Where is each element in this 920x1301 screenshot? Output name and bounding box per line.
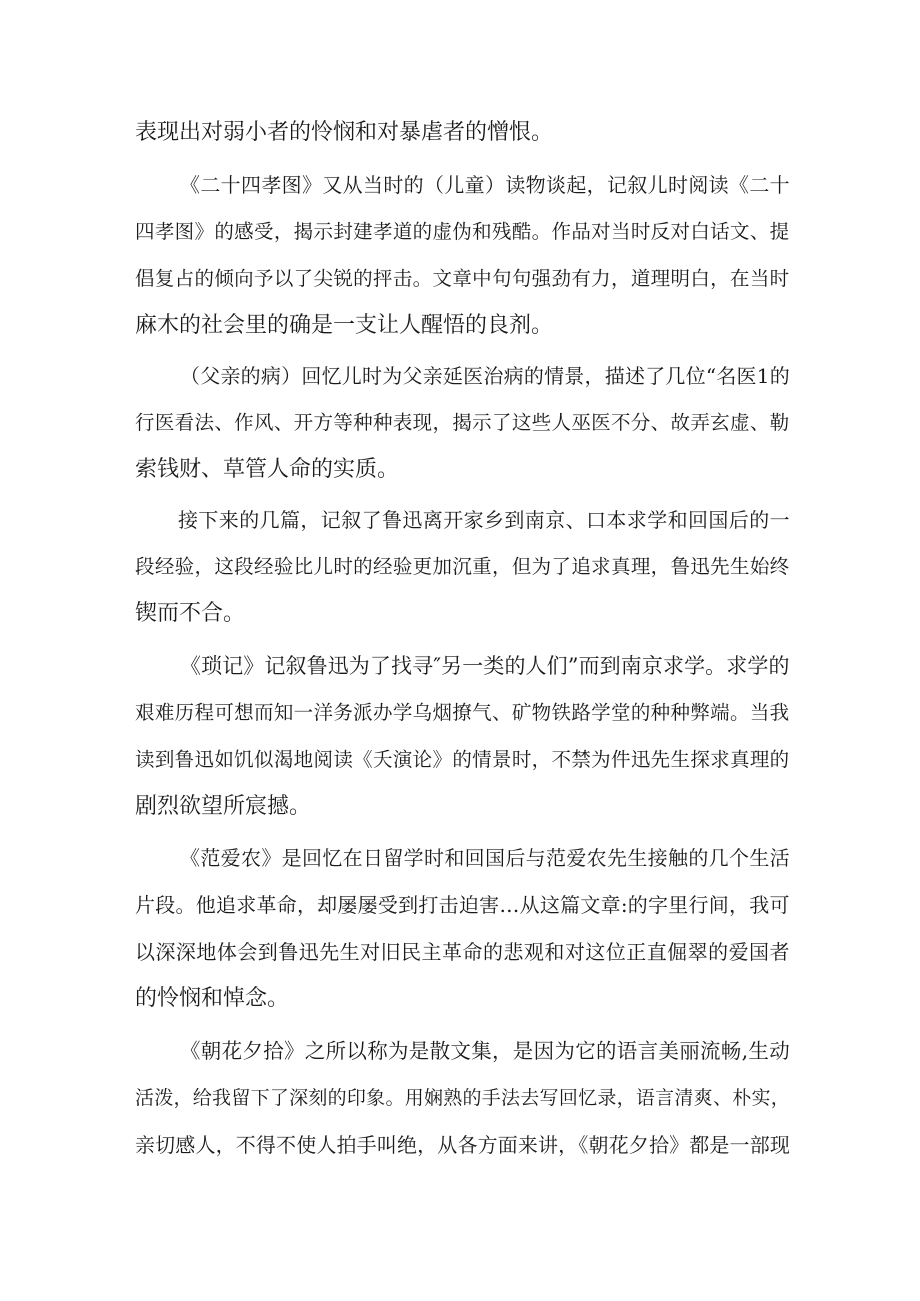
text-line: 四孝图》的感受，揭示封建孝道的虚伪和残酷。作品对当时反对白话文、提	[135, 220, 790, 243]
text-line: 表现出对弱小者的怜悯和对暴虐者的憎恨。	[135, 120, 554, 145]
text-line: 艰难历程可想而知一洋务派办学乌烟撩气、矿物铁路学堂的种种弊端。当我	[135, 701, 790, 724]
text-line: 《范爱农》是回忆在日留学时和回国后与范爱农先生接触的几个生活	[180, 846, 790, 870]
text-line: 《琐记》记叙鲁迅为了找寻″另一类的人们”而到南京求学。求学的	[180, 654, 790, 678]
text-line: 倡复占的倾向予以了尖锐的抨击。文章中句句强劲有力，道理明白，在当时	[135, 267, 790, 290]
text-line: 《二十四孝图》又从当时的（儿童）读物谈起，记叙儿时阅读《二十	[180, 173, 790, 197]
text-line: 活泼，给我留下了深刻的印象。用娴熟的手法去写回忆录，语言清爽、朴实，	[135, 1087, 791, 1109]
text-line: 索钱财、草管人命的实质。	[135, 457, 400, 482]
text-line: 剧烈欲望所宸撼。	[135, 794, 312, 819]
text-line: 亲切感人，不得不使人拍手叫绝，从各方面来讲，《朝花夕拾》都是一部现	[135, 1133, 790, 1157]
text-line: 段经验，这段经验比儿时的经验更加沉重，但为了追求真理，鲁迅先生始终	[135, 555, 790, 578]
text-line: 读到鲁迅如饥似渴地阅读《夭演论》的情景时，不禁为件迅先生探求真理的	[135, 748, 790, 771]
text-line: 麻木的社会里的确是一支让人醒悟的良剂。	[135, 313, 554, 338]
text-line: 的怜悯和悼念。	[135, 986, 290, 1011]
text-line: 以深深地体会到鲁迅先生对旧民主革命的悲观和对这位正直倔翠的爱国者	[135, 940, 790, 964]
text-line: 片段。他追求革命，却屡屡受到打击迫害…从这篇文章:的字里行间，我可	[135, 893, 790, 917]
text-line: 《朝花夕拾》之所以称为是散文集，是因为它的语言美丽流畅,生动	[180, 1039, 791, 1063]
text-line: 行医看法、作风、开方等种种表现，揭示了这些人巫医不分、故弄玄虚、勒	[135, 411, 790, 434]
text-line: 锲而不合。	[135, 601, 246, 626]
text-line: 接下来的几篇，记叙了鲁迅离开家乡到南京、口本求学和回国后的一	[178, 508, 790, 532]
text-line: （父亲的病）回忆儿时为父亲延医治病的情景，描述了几位“名医1的	[180, 364, 790, 388]
